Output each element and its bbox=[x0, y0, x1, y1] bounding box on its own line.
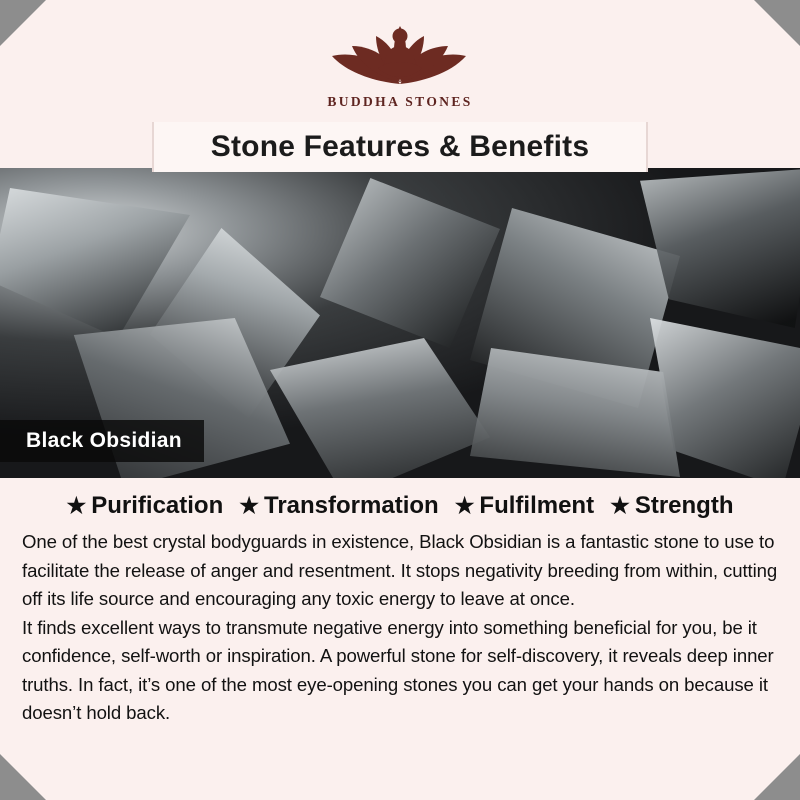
benefits-row bbox=[0, 478, 800, 524]
photo-caption: Black Obsidian bbox=[0, 420, 204, 462]
benefit-label: Fulfilment bbox=[479, 492, 595, 519]
stone-photo bbox=[0, 168, 800, 478]
brand-name: BUDDHA STONES bbox=[327, 94, 473, 109]
corner-decoration-bottom-right bbox=[754, 754, 800, 800]
benefit-label: Transformation bbox=[263, 492, 439, 519]
description-block bbox=[0, 524, 800, 728]
star-icon: ★ bbox=[239, 493, 259, 518]
benefit-label: Purification bbox=[91, 492, 224, 519]
star-icon: ★ bbox=[610, 493, 630, 518]
benefit-item bbox=[455, 492, 594, 520]
star-icon: ★ bbox=[66, 493, 87, 518]
title-banner bbox=[152, 122, 648, 172]
description-paragraph-1: One of the best crystal bodyguards in existence, Black Obsidian is a fantastic stone to use to facilitate the release of anger and resentment. It stops negativity breeding from within, cutting off its life source and encouraging any toxic energy to leave at once. bbox=[22, 531, 778, 609]
brand-logo bbox=[318, 10, 482, 110]
brand-header bbox=[0, 0, 800, 122]
benefit-item bbox=[67, 492, 224, 520]
star-icon: ★ bbox=[454, 493, 475, 518]
benefit-item bbox=[610, 492, 733, 520]
lotus-meditation-logo-icon bbox=[318, 10, 482, 92]
page-title: Stone Features & Benefits bbox=[210, 130, 590, 163]
benefit-label: Strength bbox=[634, 492, 734, 519]
benefit-item bbox=[239, 492, 438, 520]
bottom-spacer bbox=[0, 782, 800, 800]
description-paragraph-2: It finds excellent ways to transmute negative energy into something beneficial for you, be it confidence, self-worth or inspiration. A powerful stone for self-discovery, it reveals deep inner truths. In fact, it’s one of the most eye-opening stones you can get your hands on because it doesn’t hold back. bbox=[22, 616, 774, 723]
